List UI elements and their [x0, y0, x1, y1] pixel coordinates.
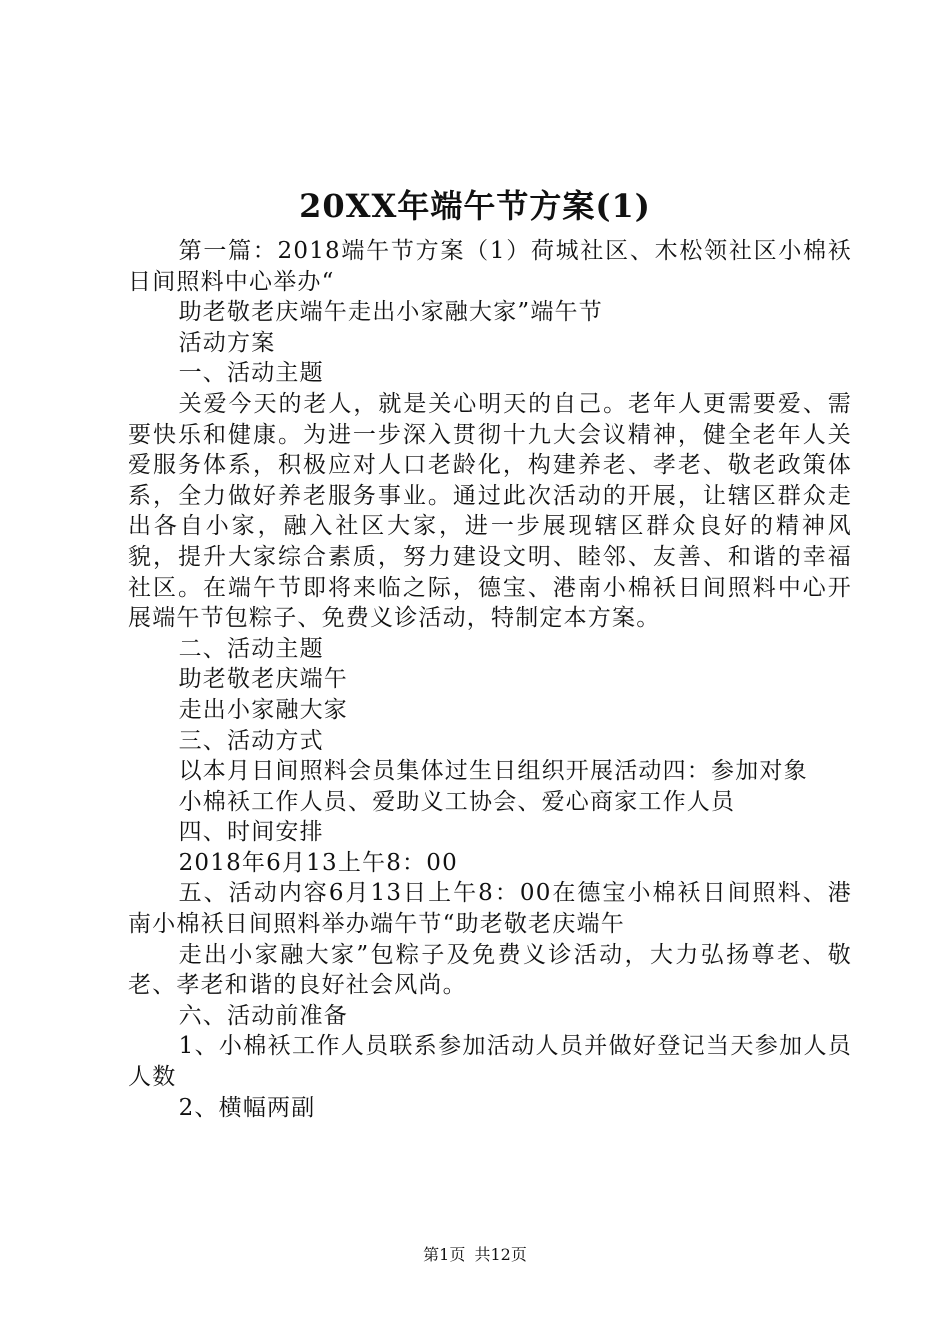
- paragraph: 助老敬老庆端午走出小家融大家”端午节: [178, 299, 603, 326]
- section-heading: 三、活动方式: [178, 727, 324, 754]
- section-heading: 二、活动主题: [178, 635, 324, 662]
- paragraph: 活动方案: [178, 329, 276, 356]
- section-heading: 一、活动主题: [178, 360, 324, 387]
- document-title: 20XX年端午节方案(1): [299, 187, 651, 225]
- paragraph: 1、小棉袄工作人员联系参加活动人员并做好登记当天参加人员人数: [128, 1033, 852, 1091]
- paragraph: 以本月日间照料会员集体过生日组织开展活动四：参加对象: [178, 758, 808, 785]
- paragraph: 助老敬老庆端午: [178, 666, 348, 693]
- section-heading: 四、时间安排: [178, 819, 324, 846]
- page-number: 第1页: [423, 1245, 466, 1264]
- page-footer: [0, 1245, 950, 1265]
- paragraph: 2、横幅两副: [178, 1094, 316, 1121]
- paragraph: 2018年6月13上午8：00: [178, 849, 458, 876]
- page-total: 共12页: [474, 1245, 527, 1264]
- paragraph: 关爱今天的老人，就是关心明天的自己。老年人更需要爱、需要快乐和健康。为进一步深入贯彻十九大会议精神，健全老年人关爱服务体系，积极应对人口老龄化，构建养老、孝老、敬老政策体系，全力做好养老服务事业。通过此次活动的开展，让辖区群众走出各自小家，融入社区大家，进一步展现辖区群众良好的精神风貌，提升大家综合素质，努力建设文明、睦邻、友善、和谐的幸福社区。在端午节即将来临之际，德宝、港南小棉袄日间照料中心开展端午节包粽子、免费义诊活动，特制定本方案。: [128, 390, 852, 632]
- paragraph: 走出小家融大家: [178, 696, 348, 723]
- paragraph: 走出小家融大家”包粽子及免费义诊活动，大力弘扬尊老、敬老、孝老和谐的良好社会风尚。: [128, 941, 852, 999]
- section-heading: 六、活动前准备: [178, 1002, 348, 1029]
- paragraph: 第一篇：2018端午节方案（1）荷城社区、木松领社区小棉袄日间照料中心举办“: [128, 238, 852, 295]
- document-body: [128, 236, 852, 1123]
- paragraph: 五、活动内容6月13日上午8：00在德宝小棉袄日间照料、港南小棉袄日间照料举办端午节“助老敬老庆端午: [128, 880, 852, 938]
- paragraph: 小棉袄工作人员、爱助义工协会、爱心商家工作人员: [178, 788, 736, 815]
